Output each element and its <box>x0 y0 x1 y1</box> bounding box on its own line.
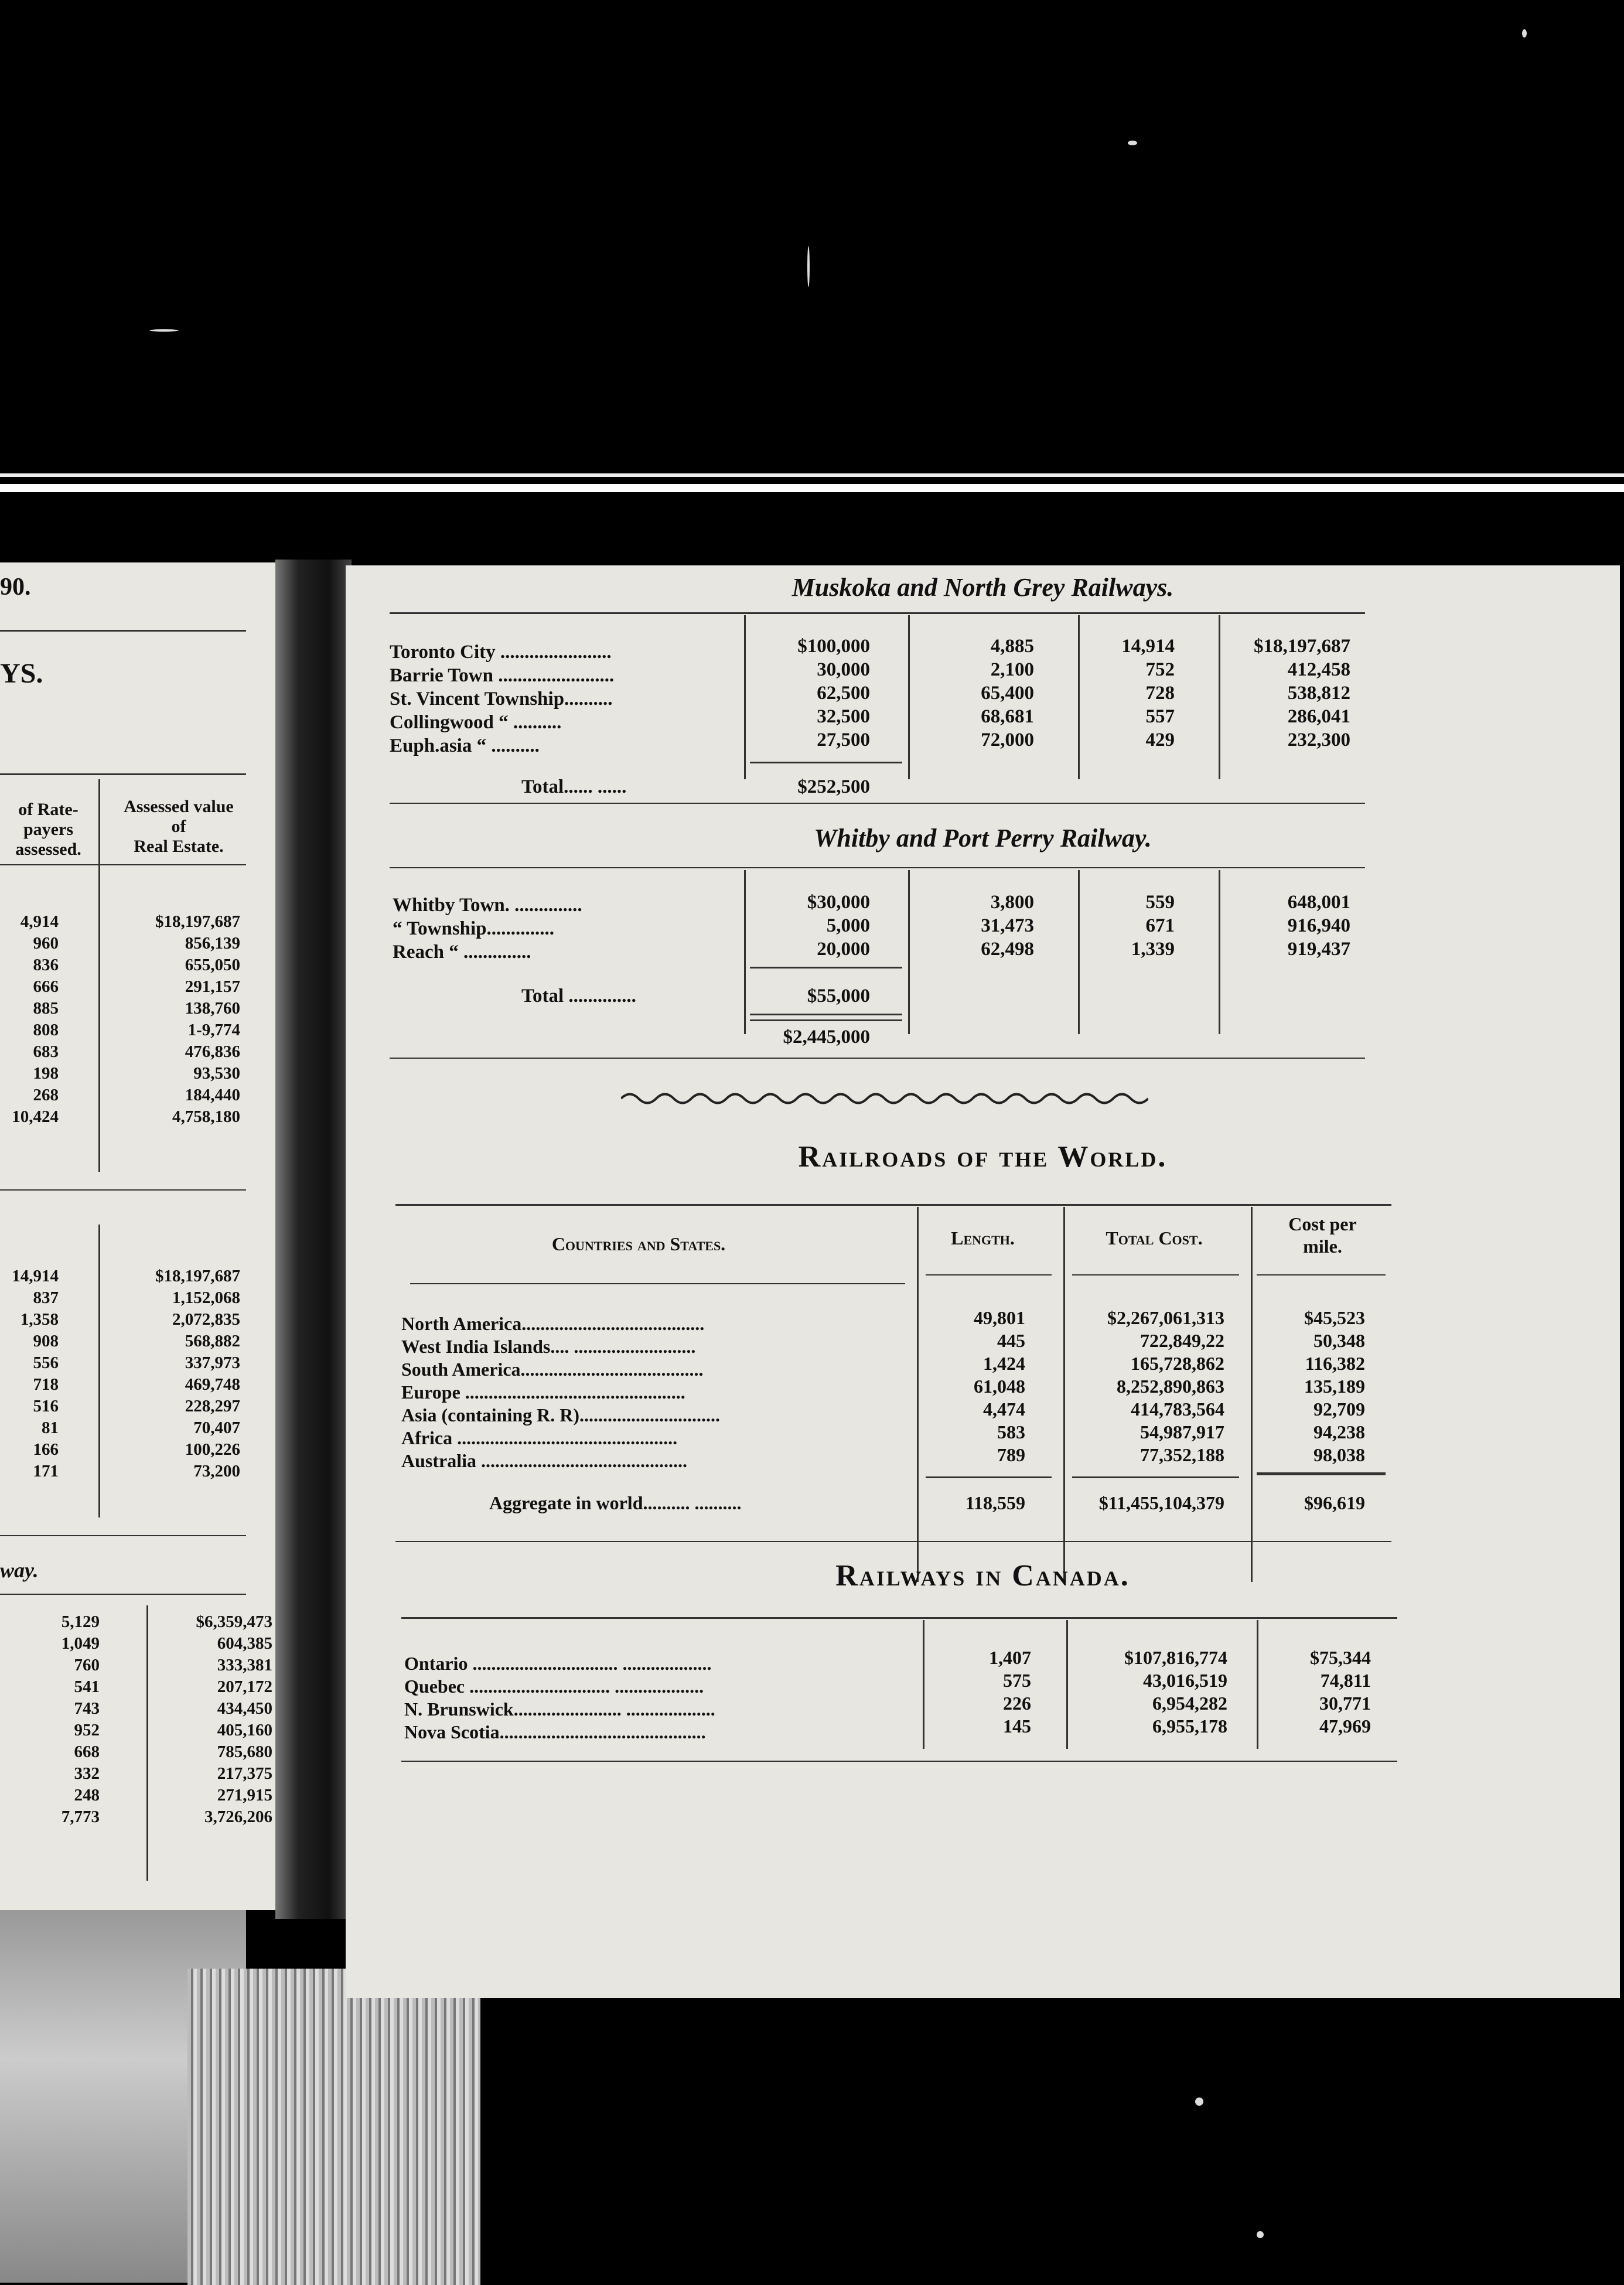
whitby-total-label: Total .............. <box>521 985 636 1007</box>
table-cell: 668 <box>74 1742 100 1761</box>
table-cell: 556 <box>33 1353 59 1372</box>
table-cell: 184,440 <box>185 1086 240 1104</box>
column-divider <box>1219 615 1220 779</box>
total-rule <box>926 1476 1052 1478</box>
column-divider <box>908 870 910 1034</box>
column-divider <box>744 615 746 779</box>
table-cell: 908 <box>33 1332 59 1350</box>
table-cell: 54,987,917 <box>1140 1421 1224 1442</box>
table-cell: $2,267,061,313 <box>1107 1307 1224 1328</box>
block3-ratepayers-column <box>0 1611 100 1828</box>
table-cell: 837 <box>33 1288 59 1307</box>
table-cell: $6,359,473 <box>196 1612 272 1631</box>
table-cell: $18,197,687 <box>155 912 240 931</box>
left-heading-fragment: YS. <box>0 658 43 689</box>
divider <box>390 803 1365 804</box>
table-cell: 3,800 <box>990 892 1034 913</box>
table-cell: 785,680 <box>217 1742 272 1761</box>
header-total-cost: Total Cost. <box>1106 1227 1203 1249</box>
block1-ratepayers-column <box>0 911 59 1128</box>
table-cell: 337,973 <box>185 1353 240 1372</box>
table-cell: 32,500 <box>817 706 870 727</box>
row-label: Ontario ............................... ................... <box>404 1653 712 1674</box>
table-cell: 575 <box>1003 1670 1031 1691</box>
table-cell: 332 <box>74 1764 100 1783</box>
table-cell: 722,849,22 <box>1140 1330 1224 1351</box>
whitby-bonus-column <box>750 891 870 961</box>
table-cell: 50,348 <box>1313 1330 1365 1351</box>
divider <box>410 1283 905 1284</box>
divider <box>390 612 1365 614</box>
aggregate-per-mile: $96,619 <box>1304 1492 1365 1513</box>
scan-speck <box>1128 141 1137 145</box>
table-cell: 5,129 <box>61 1612 100 1631</box>
table-cell: 885 <box>33 999 59 1018</box>
left-page <box>0 562 281 1910</box>
row-label: “ Township.............. <box>393 918 555 939</box>
column-divider <box>923 1620 924 1749</box>
table-cell: 856,139 <box>185 934 240 953</box>
ratepayers-header: of Rate- payers assessed. <box>15 800 81 859</box>
table-cell: 14,914 <box>1121 636 1175 657</box>
row-label: South America....................................... <box>401 1359 704 1380</box>
row-label: Euph.asia “ .......... <box>390 735 540 756</box>
table-cell: 960 <box>33 934 59 953</box>
table-cell: 65,400 <box>981 683 1034 704</box>
row-label: Barrie Town ........................ <box>390 665 615 686</box>
table-cell: $107,816,774 <box>1124 1647 1227 1668</box>
column-divider <box>1251 1207 1253 1582</box>
table-cell: 116,382 <box>1305 1353 1365 1374</box>
table-cell: 61,048 <box>974 1376 1025 1397</box>
total-rule <box>1072 1476 1239 1478</box>
table-cell: 291,157 <box>185 977 240 996</box>
table-cell: 4,474 <box>983 1399 1025 1420</box>
divider <box>0 1535 246 1536</box>
canada-length-column <box>929 1646 1031 1738</box>
divider <box>395 1204 1391 1206</box>
table-cell: $18,197,687 <box>1254 636 1350 657</box>
row-label: Australia ............................................ <box>401 1450 687 1471</box>
table-cell: $30,000 <box>807 892 870 913</box>
divider <box>1257 1274 1386 1275</box>
row-label: North America....................................... <box>401 1313 705 1334</box>
table-cell: 718 <box>33 1375 59 1394</box>
table-cell: 72,000 <box>981 729 1034 751</box>
scan-speck <box>149 329 179 332</box>
column-divider <box>98 779 100 1172</box>
table-cell: 14,914 <box>12 1267 59 1285</box>
divider <box>0 864 246 865</box>
table-cell: 760 <box>74 1656 100 1674</box>
scan-border-line <box>0 473 1624 477</box>
table-cell: 268 <box>33 1086 59 1104</box>
table-cell: 752 <box>1145 659 1175 680</box>
scan-speck <box>807 246 810 287</box>
block3-heading-fragment: way. <box>0 1558 39 1582</box>
table-cell: 671 <box>1145 915 1175 936</box>
scan-speck <box>1257 2231 1264 2238</box>
column-divider <box>1063 1207 1065 1582</box>
table-cell: 1,358 <box>20 1310 59 1329</box>
table-cell: $18,197,687 <box>155 1267 240 1285</box>
header-length: Length. <box>951 1227 1015 1249</box>
block3-values-column <box>146 1611 272 1828</box>
table-cell: 1,339 <box>1131 939 1175 960</box>
table-cell: $45,523 <box>1304 1307 1365 1328</box>
canada-title: Railways in Canada. <box>835 1559 1130 1592</box>
row-label: Quebec .............................. ................... <box>404 1676 704 1697</box>
table-cell: 94,238 <box>1313 1421 1365 1442</box>
whitby-column-2 <box>926 891 1034 961</box>
table-cell: 62,498 <box>981 939 1034 960</box>
grand-total: $2,445,000 <box>783 1026 870 1048</box>
table-cell: 412,458 <box>1287 659 1350 680</box>
table-cell: 145 <box>1003 1716 1031 1737</box>
aggregate-label: Aggregate in world.......... .......... <box>489 1492 742 1513</box>
table-cell: 171 <box>33 1462 59 1481</box>
table-cell: 92,709 <box>1313 1399 1365 1420</box>
scan-speck <box>1522 29 1527 37</box>
table-cell: 47,969 <box>1319 1716 1371 1737</box>
row-label: Africa ............................................... <box>401 1427 678 1448</box>
table-cell: 559 <box>1145 892 1175 913</box>
table-cell: 414,783,564 <box>1131 1399 1224 1420</box>
column-divider <box>1078 870 1080 1034</box>
table-cell: 248 <box>74 1786 100 1805</box>
main-page <box>346 565 1620 1998</box>
table-cell: 655,050 <box>185 956 240 974</box>
divider <box>401 1617 1397 1619</box>
table-cell: 1,407 <box>989 1647 1031 1668</box>
row-label: St. Vincent Township.......... <box>390 688 613 710</box>
table-cell: 469,748 <box>185 1375 240 1394</box>
row-label: Toronto City ....................... <box>390 642 612 663</box>
table-cell: 4,758,180 <box>172 1107 240 1126</box>
table-cell: 217,375 <box>217 1764 272 1783</box>
table-cell: 138,760 <box>185 999 240 1018</box>
block2-ratepayers-column <box>0 1266 59 1482</box>
table-cell: 6,954,282 <box>1152 1693 1227 1714</box>
column-divider <box>917 1207 919 1582</box>
scan-speck <box>1195 2098 1203 2106</box>
total-rule <box>750 967 902 968</box>
table-cell: 8,252,890,863 <box>1117 1376 1224 1397</box>
table-cell: $75,344 <box>1310 1647 1371 1668</box>
table-cell: 228,297 <box>185 1397 240 1416</box>
table-cell: 2,072,835 <box>172 1310 240 1329</box>
whitby-place-names <box>393 893 744 964</box>
column-divider <box>1257 1620 1258 1749</box>
divider <box>401 1761 1397 1762</box>
table-cell: 5,000 <box>826 915 870 936</box>
table-cell: 445 <box>997 1330 1025 1351</box>
table-cell: 10,424 <box>12 1107 59 1126</box>
header-cost-per-mile: Cost per mile. <box>1288 1213 1357 1257</box>
aggregate-cost: $11,455,104,379 <box>1098 1492 1224 1513</box>
table-cell: 98,038 <box>1313 1444 1365 1465</box>
block1-values-column <box>105 911 240 1128</box>
aggregate-length: 118,559 <box>965 1492 1025 1513</box>
table-cell: 1,424 <box>983 1353 1025 1374</box>
scan-border-line <box>0 484 1624 492</box>
table-cell: 916,940 <box>1287 915 1350 936</box>
table-cell: 557 <box>1145 706 1175 727</box>
muskoka-total-label: Total...... ...... <box>521 776 627 797</box>
table-cell: 2,100 <box>990 659 1034 680</box>
whitby-total: $55,000 <box>807 985 870 1007</box>
table-cell: 74,811 <box>1320 1670 1371 1691</box>
table-cell: 135,189 <box>1304 1376 1365 1397</box>
muskoka-place-names <box>390 640 747 758</box>
divider <box>390 1058 1365 1059</box>
column-divider <box>1078 615 1080 779</box>
divider <box>926 1274 1052 1275</box>
total-rule <box>750 1019 902 1021</box>
row-label: Whitby Town. .............. <box>393 895 582 916</box>
world-cost-column <box>1069 1307 1224 1467</box>
table-cell: 49,801 <box>974 1307 1025 1328</box>
table-cell: 583 <box>997 1421 1025 1442</box>
table-cell: 7,773 <box>61 1807 100 1826</box>
world-title: Railroads of the World. <box>798 1140 1168 1174</box>
assessed-header: Assessed value of Real Estate. <box>124 797 234 856</box>
divider <box>0 1594 246 1595</box>
table-cell: 3,726,206 <box>204 1807 272 1826</box>
muskoka-column-3 <box>1087 635 1175 752</box>
table-cell: 73,200 <box>193 1462 240 1481</box>
table-cell: 198 <box>33 1064 59 1083</box>
divider <box>395 1541 1391 1542</box>
table-cell: 808 <box>33 1021 59 1039</box>
table-cell: 541 <box>74 1677 100 1696</box>
table-cell: 20,000 <box>817 939 870 960</box>
table-cell: 68,681 <box>981 706 1034 727</box>
table-cell: 728 <box>1145 683 1175 704</box>
table-cell: 666 <box>33 977 59 996</box>
table-cell: 1-9,774 <box>187 1021 240 1039</box>
muskoka-total: $252,500 <box>797 776 870 797</box>
canada-per-mile-column <box>1263 1646 1371 1738</box>
canada-cost-column <box>1072 1646 1227 1738</box>
table-cell: $100,000 <box>797 636 870 657</box>
table-cell: 286,041 <box>1287 706 1350 727</box>
table-cell: 62,500 <box>817 683 870 704</box>
header-countries: Countries and States. <box>551 1233 726 1254</box>
table-cell: 683 <box>33 1042 59 1061</box>
row-label: Collingwood “ .......... <box>390 712 562 733</box>
total-rule <box>750 762 902 763</box>
table-cell: 226 <box>1003 1693 1031 1714</box>
table-cell: 30,771 <box>1319 1693 1371 1714</box>
row-label: Nova Scotia............................................ <box>404 1721 706 1742</box>
whitby-column-3 <box>1087 891 1175 961</box>
divider <box>390 867 1365 868</box>
table-cell: 1,152,068 <box>172 1288 240 1307</box>
row-label: Asia (containing R. R).............................. <box>401 1404 721 1425</box>
canada-province-names <box>404 1652 920 1744</box>
block2-values-column <box>105 1266 240 1482</box>
table-cell: 271,915 <box>217 1786 272 1805</box>
divider <box>0 773 246 775</box>
table-cell: 232,300 <box>1287 729 1350 751</box>
table-cell: 93,530 <box>193 1064 240 1083</box>
whitby-title: Whitby and Port Perry Railway. <box>814 824 1152 852</box>
table-cell: 333,381 <box>217 1656 272 1674</box>
table-cell: 31,473 <box>981 915 1034 936</box>
table-cell: 4,914 <box>20 912 59 931</box>
book-gutter <box>275 560 352 1919</box>
table-cell: 27,500 <box>817 729 870 751</box>
row-label: Reach “ .............. <box>393 942 531 963</box>
wavy-ornament <box>621 1090 1148 1107</box>
world-per-mile-column <box>1257 1307 1365 1467</box>
row-label: N. Brunswick....................... ................... <box>404 1699 715 1720</box>
table-cell: 4,885 <box>990 636 1034 657</box>
muskoka-column-2 <box>926 635 1034 752</box>
table-cell: 604,385 <box>217 1634 272 1653</box>
table-cell: 568,882 <box>185 1332 240 1350</box>
table-cell: 538,812 <box>1287 683 1350 704</box>
row-label: Europe ............................................... <box>401 1382 685 1403</box>
muskoka-title: Muskoka and North Grey Railways. <box>791 573 1174 602</box>
table-cell: 207,172 <box>217 1677 272 1696</box>
muskoka-bonus-column <box>750 635 870 752</box>
table-cell: 70,407 <box>193 1418 240 1437</box>
column-divider <box>744 870 746 1034</box>
table-cell: 30,000 <box>817 659 870 680</box>
column-divider <box>98 1225 100 1517</box>
column-divider <box>908 615 910 779</box>
table-cell: 743 <box>74 1699 100 1718</box>
table-cell: 429 <box>1145 729 1175 751</box>
table-cell: 77,352,188 <box>1140 1444 1224 1465</box>
world-country-names <box>401 1312 911 1472</box>
divider <box>0 630 246 632</box>
table-cell: 789 <box>997 1444 1025 1465</box>
table-cell: 43,016,519 <box>1143 1670 1227 1691</box>
total-rule <box>1257 1472 1386 1475</box>
table-cell: 81 <box>42 1418 59 1437</box>
left-year-fragment: 90. <box>0 574 31 601</box>
column-divider <box>1066 1620 1068 1749</box>
book-page-edges <box>187 1969 480 2285</box>
table-cell: 952 <box>74 1721 100 1740</box>
table-cell: 919,437 <box>1287 939 1350 960</box>
table-cell: 6,955,178 <box>1152 1716 1227 1737</box>
total-rule <box>750 1014 902 1015</box>
table-cell: 836 <box>33 956 59 974</box>
table-cell: 100,226 <box>185 1440 240 1459</box>
table-cell: 1,049 <box>61 1634 100 1653</box>
muskoka-assessed-column <box>1224 635 1350 752</box>
whitby-assessed-column <box>1224 891 1350 961</box>
table-cell: 516 <box>33 1397 59 1416</box>
column-divider <box>1219 870 1220 1034</box>
world-length-column <box>923 1307 1025 1467</box>
table-cell: 648,001 <box>1287 892 1350 913</box>
table-cell: 434,450 <box>217 1699 272 1718</box>
table-cell: 166 <box>33 1440 59 1459</box>
divider <box>1072 1274 1239 1275</box>
divider <box>0 1189 246 1191</box>
row-label: West India Islands.... .......................... <box>401 1336 696 1357</box>
table-cell: 165,728,862 <box>1131 1353 1224 1374</box>
table-cell: 476,836 <box>185 1042 240 1061</box>
table-cell: 405,160 <box>217 1721 272 1740</box>
